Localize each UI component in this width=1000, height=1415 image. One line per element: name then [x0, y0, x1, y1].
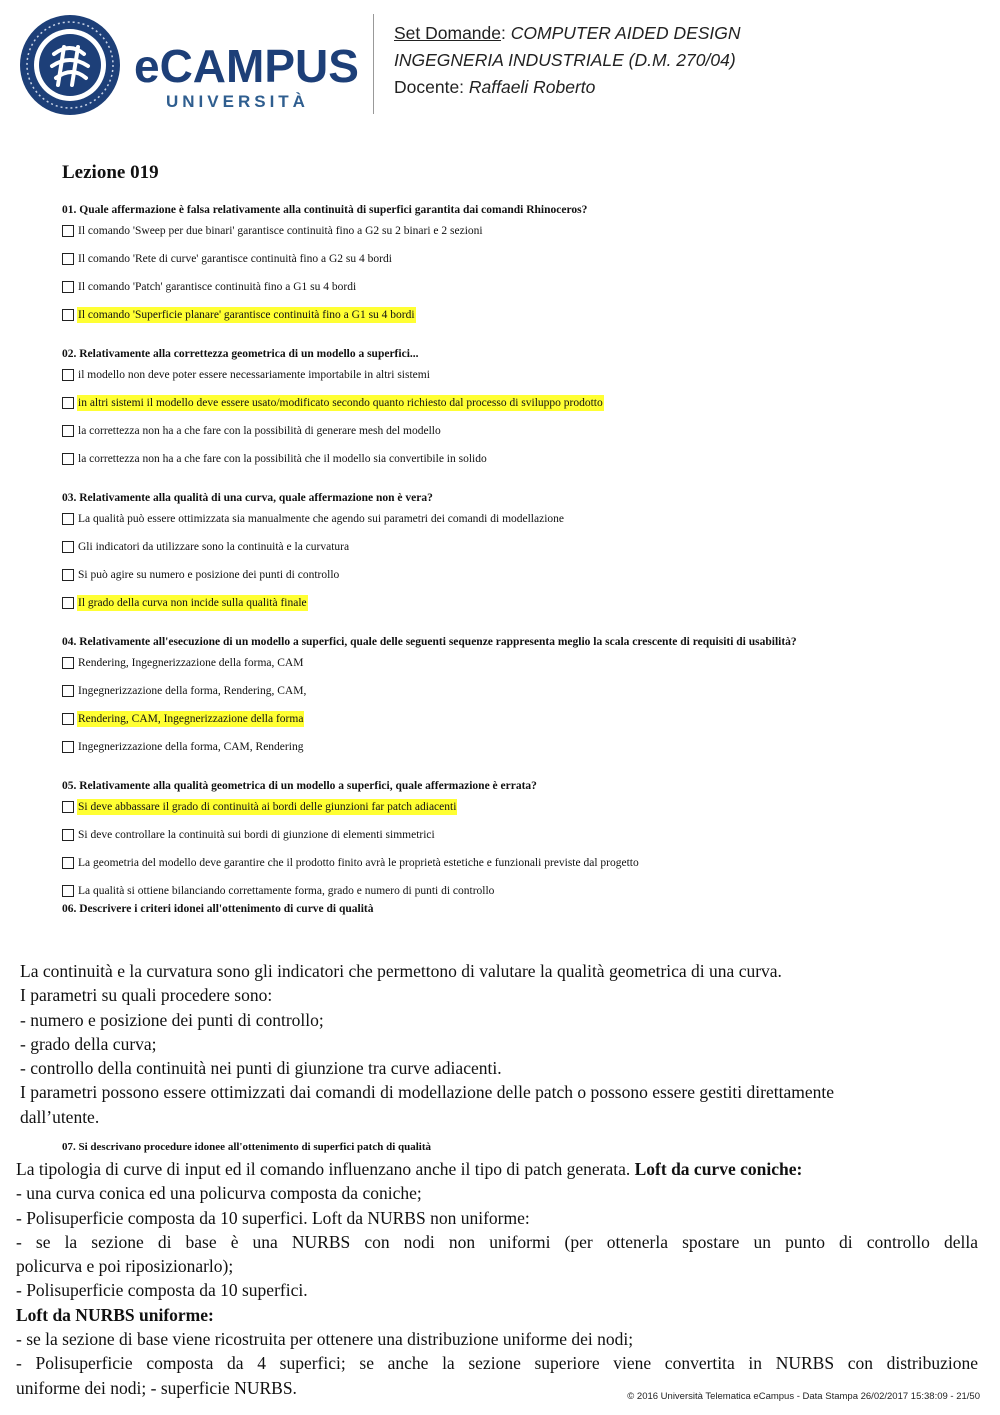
question-01	[62, 202, 978, 335]
option[interactable]	[62, 423, 978, 451]
option-label: Il comando 'Patch' garantisce continuità fino a G1 su 4 bordi	[78, 281, 357, 293]
option[interactable]	[62, 827, 978, 855]
option[interactable]	[62, 855, 978, 883]
option-correct[interactable]	[62, 711, 978, 739]
checkbox[interactable]	[62, 741, 74, 753]
course-name: COMPUTER AIDED DESIGN	[510, 23, 741, 43]
checkbox[interactable]	[62, 425, 74, 437]
question-text: 05. Relativamente alla qualità geometrica di un modello a superfici, quale affermazione è errata?	[62, 780, 537, 792]
answer-bold: Loft da curve coniche:	[634, 1159, 803, 1179]
answer-line: - numero e posizione dei punti di controllo;	[20, 1009, 324, 1030]
option[interactable]	[62, 251, 978, 279]
degree-name: INGEGNERIA INDUSTRIALE (D.M. 270/04)	[394, 50, 736, 70]
checkbox[interactable]	[62, 225, 74, 237]
question-04	[62, 634, 978, 767]
answer-line: - Polisuperficie composta da 10 superfici.	[16, 1280, 308, 1301]
option-correct[interactable]	[62, 799, 978, 827]
answer-line: - grado della curva;	[20, 1033, 157, 1054]
option[interactable]	[62, 739, 978, 767]
option-label: Si deve controllare la continuità sui bordi di giunzione di elementi simmetrici	[78, 829, 435, 841]
answer-line: - Polisuperficie composta da 4 superfici; se anche la sezione superiore viene convertita in NURBS con distribuzione	[16, 1353, 978, 1374]
question-list	[62, 160, 978, 917]
option-label: il modello non deve poter essere necessariamente importabile in altri sistemi	[78, 369, 430, 381]
checkbox[interactable]	[62, 309, 74, 321]
answer-line: - controllo della continuità nei punti di giunzione tra curve adiacenti.	[20, 1058, 502, 1079]
header-divider	[373, 14, 374, 114]
question-text: 02. Relativamente alla correttezza geometrica di un modello a superfici...	[62, 348, 419, 360]
question-03	[62, 490, 978, 623]
checkbox[interactable]	[62, 369, 74, 381]
checkbox[interactable]	[62, 597, 74, 609]
set-label: Set Domande	[394, 23, 502, 43]
header-line-3	[394, 74, 741, 101]
checkbox[interactable]	[62, 829, 74, 841]
answer-line: I parametri su quali procedere sono:	[20, 985, 273, 1006]
option-label: Gli indicatori da utilizzare sono la continuità e la curvatura	[78, 541, 350, 553]
checkbox[interactable]	[62, 857, 74, 869]
answer-line: - Polisuperficie composta da 10 superfici. Loft da NURBS non uniforme:	[16, 1207, 530, 1228]
answer-07	[16, 1157, 978, 1400]
option-label: Il comando 'Sweep per due binari' garantisce continuità fino a G2 su 2 binari e 2 sezioni	[78, 225, 483, 237]
option-label: La qualità si ottiene bilanciando correttamente forma, grado e numero di punti di controllo	[78, 885, 495, 897]
question-02	[62, 346, 978, 479]
question-text: 03. Relativamente alla qualità di una curva, quale affermazione non è vera?	[62, 492, 433, 504]
checkbox[interactable]	[62, 569, 74, 581]
option-label: Rendering, Ingegnerizzazione della forma, CAM	[78, 657, 304, 669]
option[interactable]	[62, 279, 978, 307]
header-line-1: Set Domande: COMPUTER AIDED DESIGN	[394, 23, 741, 43]
option-label: Si può agire su numero e posizione dei punti di controllo	[78, 569, 340, 581]
checkbox[interactable]	[62, 281, 74, 293]
answer-06	[20, 959, 980, 1129]
checkbox[interactable]	[62, 541, 74, 553]
checkbox[interactable]	[62, 397, 74, 409]
teacher-label: Docente:	[394, 77, 465, 97]
option[interactable]	[62, 567, 978, 595]
option[interactable]	[62, 511, 978, 539]
checkbox[interactable]	[62, 801, 74, 813]
option-correct[interactable]	[62, 307, 978, 335]
option-label-highlighted: Si deve abbassare il grado di continuità ai bordi delle giunzioni far patch adiacenti	[78, 801, 457, 813]
answer-line: - una curva conica ed una policurva composta da coniche;	[16, 1183, 422, 1204]
option[interactable]	[62, 655, 978, 683]
question-text: 04. Relativamente all'esecuzione di un modello a superfici, quale delle seguenti sequenze rappresenta meglio la scala crescente di requisiti di usabilità?	[62, 636, 797, 648]
option[interactable]	[62, 223, 978, 251]
answer-line	[16, 1303, 978, 1327]
checkbox[interactable]	[62, 513, 74, 525]
option[interactable]	[62, 367, 978, 395]
lesson-title: Lezione 019	[62, 162, 159, 183]
answer-line: La continuità e la curvatura sono gli indicatori che permettono di valutare la qualità geometrica di una curva.	[20, 961, 782, 981]
checkbox[interactable]	[62, 657, 74, 669]
option-label-highlighted: Il comando 'Superficie planare' garantisce continuità fino a G1 su 4 bordi	[78, 309, 415, 321]
option-label: la correttezza non ha a che fare con la possibilità che il modello sia convertibile in solido	[78, 453, 487, 465]
header-info	[394, 20, 741, 101]
option-label: Il comando 'Rete di curve' garantisce continuità fino a G2 su 4 bordi	[78, 253, 392, 265]
option-label: Ingegnerizzazione della forma, Rendering, CAM,	[78, 685, 307, 697]
question-06-text: 06. Descrivere i criteri idonei all'ottenimento di curve di qualità	[62, 903, 374, 915]
answer-line: I parametri possono essere ottimizzati dai comandi di modellazione delle patch o possono essere gestiti direttamente	[20, 1082, 834, 1103]
answer-line: dall’utente.	[20, 1106, 100, 1127]
checkbox[interactable]	[62, 885, 74, 897]
option[interactable]	[62, 683, 978, 711]
checkbox[interactable]	[62, 685, 74, 697]
header-line-2	[394, 47, 741, 74]
option-label: La qualità può essere ottimizzata sia manualmente che agendo sui parametri dei comandi di modellazione	[78, 513, 565, 525]
answer-line	[16, 1157, 978, 1181]
option-label-highlighted: in altri sistemi il modello deve essere usato/modificato secondo quanto richiesto dal processo di sviluppo prodotto	[78, 397, 603, 409]
answer-line: - se la sezione di base è una NURBS con nodi non uniformi (per ottenerla spostare un punto di controllo della	[16, 1231, 978, 1252]
ecampus-logo	[14, 14, 374, 116]
checkbox[interactable]	[62, 253, 74, 265]
option[interactable]	[62, 539, 978, 567]
answer-line: policurva e poi riposizionarlo);	[16, 1256, 234, 1277]
question-07-text: 07. Si descrivano procedure idonee all'ottenimento di superfici patch di qualità	[62, 1141, 432, 1153]
brand-name: eCAMPUS	[134, 40, 359, 92]
answer-line: - se la sezione di base viene ricostruita per ottenere una distribuzione uniforme dei nodi;	[16, 1329, 634, 1350]
option-label-highlighted: Rendering, CAM, Ingegnerizzazione della forma	[78, 713, 304, 725]
answer-text: La tipologia di curve di input ed il comando influenzano anche il tipo di patch generata.	[16, 1159, 635, 1179]
option[interactable]	[62, 883, 978, 901]
answer-line: uniforme dei nodi; - superficie NURBS.	[16, 1377, 297, 1398]
teacher-name: Raffaeli Roberto	[468, 77, 596, 97]
option-correct[interactable]	[62, 395, 978, 423]
option-correct[interactable]	[62, 595, 978, 623]
option-label: Ingegnerizzazione della forma, CAM, Rendering	[78, 741, 304, 753]
question-05	[62, 778, 978, 901]
option[interactable]	[62, 451, 978, 479]
option-label: La geometria del modello deve garantire che il prodotto finito avrà le proprietà estetiche e funzionali previste dal progetto	[78, 857, 639, 869]
answer-bold: Loft da NURBS uniforme:	[16, 1304, 214, 1325]
brand-sub: UNIVERSITÀ	[166, 92, 309, 111]
page-footer: © 2016 Università Telematica eCampus - Data Stampa 26/02/2017 15:38:09 - 21/50	[627, 1391, 980, 1402]
checkbox[interactable]	[62, 453, 74, 465]
option-label-highlighted: Il grado della curva non incide sulla qualità finale	[78, 597, 307, 609]
option-label: la correttezza non ha a che fare con la possibilità di generare mesh del modello	[78, 425, 441, 437]
question-text: 01. Quale affermazione è falsa relativamente alla continuità di superfici garantita dai comandi Rhinoceros?	[62, 204, 588, 216]
checkbox[interactable]	[62, 713, 74, 725]
